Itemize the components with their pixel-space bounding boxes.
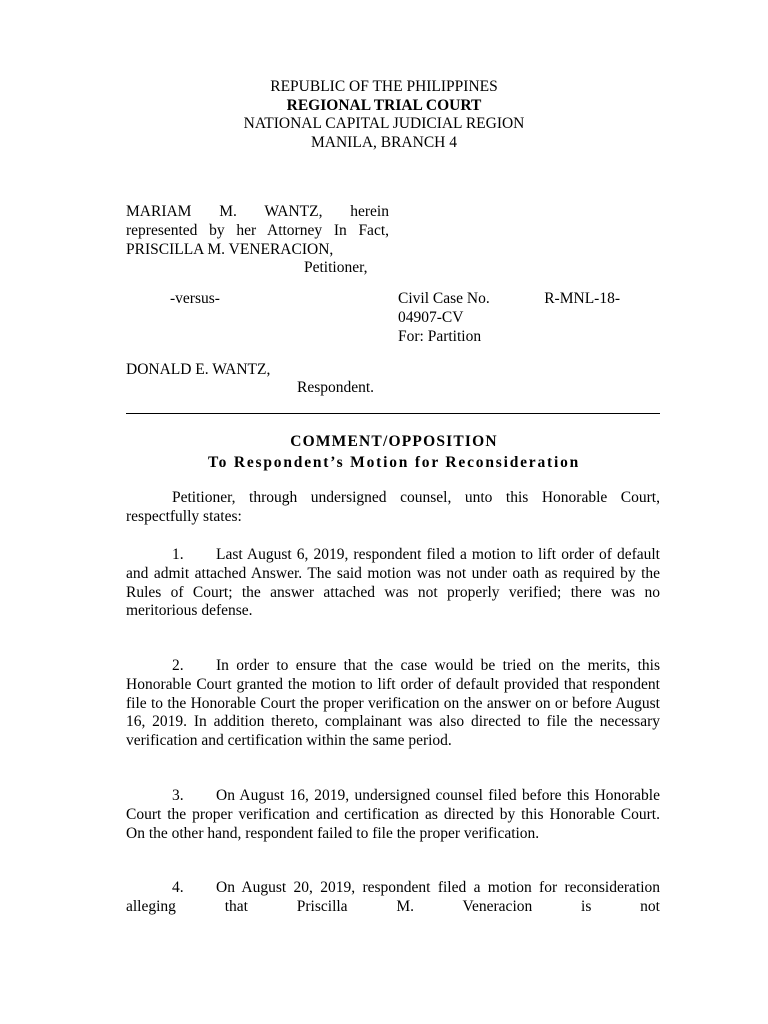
petitioner-line-2: represented by her Attorney In Fact, <box>126 221 389 239</box>
case-nature: For: Partition <box>398 327 482 345</box>
petitioner-caption <box>126 203 389 278</box>
paragraph-2 <box>126 657 660 751</box>
petitioner-role: Petitioner, <box>304 259 368 277</box>
paragraph-1 <box>126 546 660 621</box>
versus-label: -versus- <box>170 290 220 307</box>
paragraph-3 <box>126 787 660 843</box>
paragraph-text: In order to ensure that the case would be tried on the merits, this Honorable Court granted the motion to lift order of default provided that respondent file to the Honorable Court the proper verification on the answer on or before August 16, 2019. In addition thereto, complainant was also directed to file the necessary verification and certification within the same period. <box>126 657 660 750</box>
case-number-part-2: 04907-CV <box>398 308 464 326</box>
paragraph-text: Last August 6, 2019, respondent filed a motion to lift order of default and admit attached Answer. The said motion was not under oath as required by the Rules of Court; the answer attached was not properly verified; there was no meritorious defense. <box>126 546 660 620</box>
document-title: COMMENT/OPPOSITION <box>290 433 498 450</box>
case-label: Civil Case No. <box>398 290 490 307</box>
paragraph-text: On August 16, 2019, undersigned counsel filed before this Honorable Court the proper verification and certification as directed by this Honorable Court. On the other hand, respondent failed to file the proper verification. <box>126 787 660 842</box>
paragraph-number: 4. <box>172 879 184 896</box>
court-header <box>0 78 768 152</box>
case-number-row <box>398 290 620 309</box>
case-number-part-1: R-MNL-18- <box>544 290 620 307</box>
intro-paragraph: Petitioner, through undersigned counsel, unto this Honorable Court, respectfully states: <box>126 489 660 525</box>
header-republic: REPUBLIC OF THE PHILIPPINES <box>270 78 498 95</box>
paragraph-number: 1. <box>172 546 184 563</box>
respondent-role: Respondent. <box>297 379 375 396</box>
petitioner-line-1: MARIAM M. WANTZ, herein <box>126 203 389 220</box>
paragraph-number: 3. <box>172 787 184 804</box>
document-subtitle: To Respondent’s Motion for Reconsideration <box>207 454 581 471</box>
header-region: NATIONAL CAPITAL JUDICIAL REGION <box>243 115 525 133</box>
respondent-name: DONALD E. WANTZ, <box>126 361 271 378</box>
paragraph-text: On August 20, 2019, respondent filed a motion for reconsideration alleging that Priscilla M. Veneracion is not <box>126 879 660 915</box>
caption-divider <box>126 413 660 414</box>
header-branch: MANILA, BRANCH 4 <box>311 133 457 151</box>
case-info <box>398 290 620 346</box>
paragraph-4 <box>126 879 660 917</box>
paragraph-number: 2. <box>172 657 184 674</box>
petitioner-line-3: PRISCILLA M. VENERACION, <box>126 240 334 258</box>
header-court: REGIONAL TRIAL COURT <box>286 96 482 114</box>
